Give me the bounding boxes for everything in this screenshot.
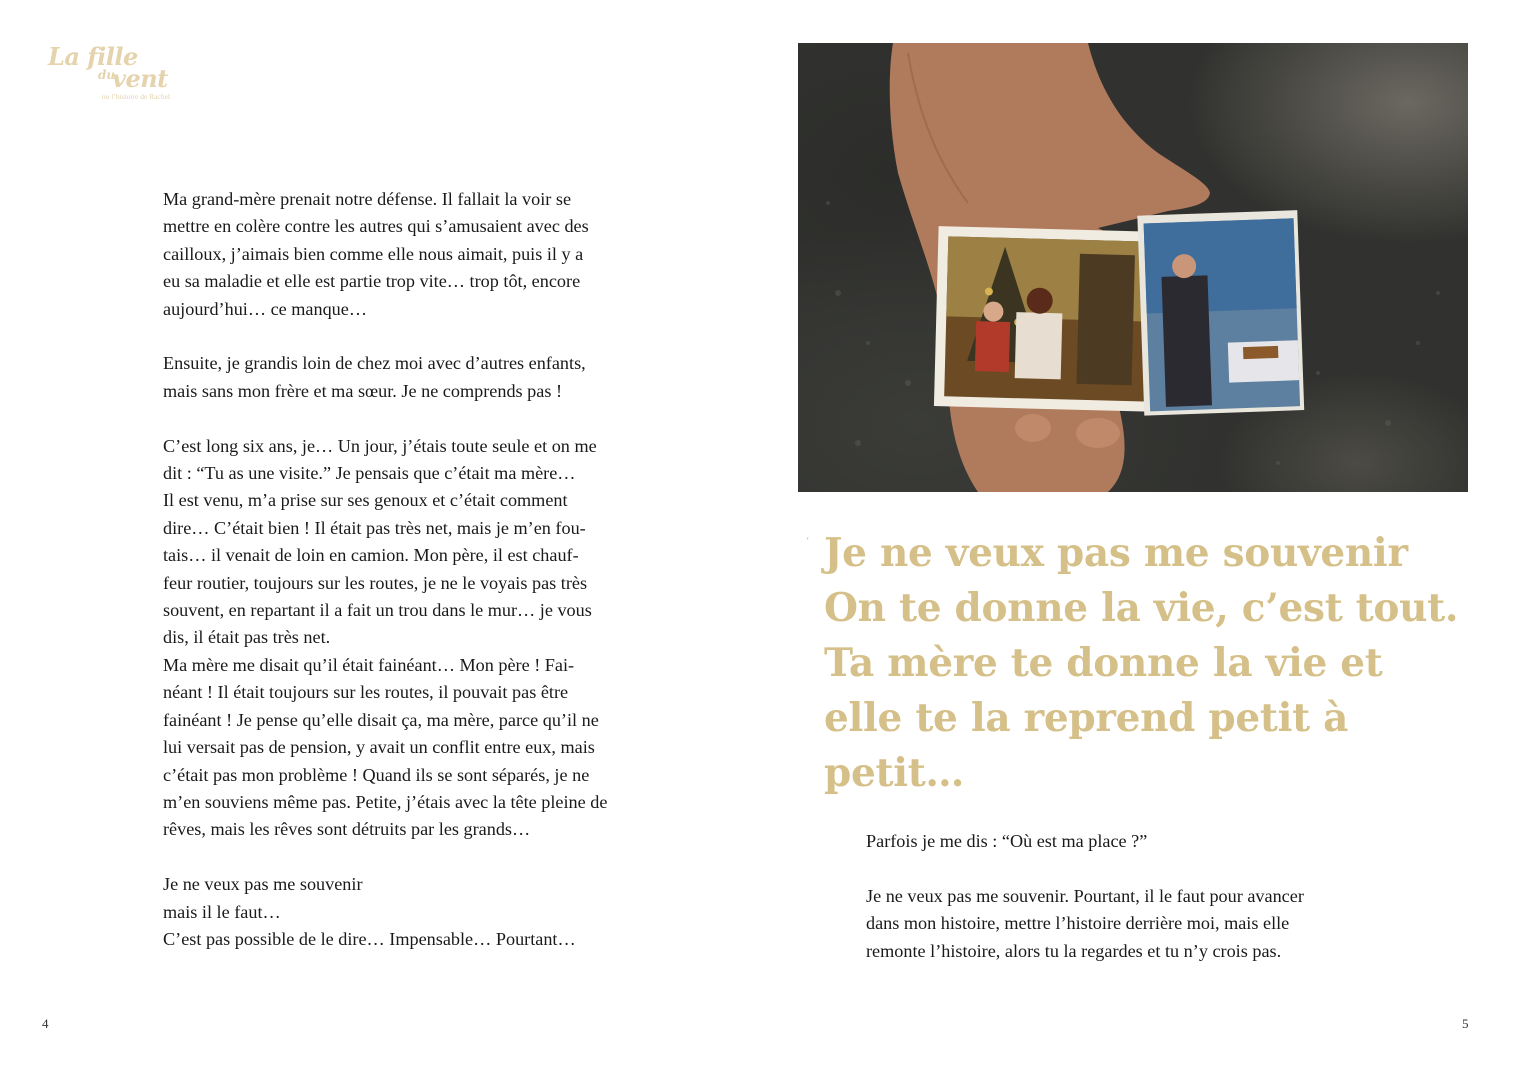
text-line: mais il le faut… — [163, 901, 281, 922]
text-line: C’est long six ans, je… Un jour, j’étais toute seule et on me — [163, 435, 597, 456]
pull-quote-line: On te donne la vie, c’est tout. — [824, 585, 1459, 631]
logo-title-line1: La fille — [48, 42, 138, 71]
text-line: Je ne veux pas me souvenir. Pourtant, il le faut pour avancer — [866, 885, 1304, 906]
logo-title-small: du — [98, 68, 116, 82]
book-logo — [48, 40, 170, 112]
text-line: feur routier, toujours sur les routes, je ne le voyais pas très — [163, 572, 588, 593]
paragraph — [163, 350, 663, 405]
text-line: Il est venu, m’a prise sur ses genoux et c’était comment — [163, 490, 568, 511]
text-line: cailloux, j’aimais bien comme elle nous aimait, puis il y a — [163, 243, 584, 264]
text-line: dis, il était pas très net. — [163, 627, 331, 648]
text-line: Ma grand-mère prenait notre défense. Il fallait la voir se — [163, 189, 572, 209]
paragraph — [163, 433, 663, 844]
text-line: dire… C’était bien ! Il était pas très net, mais je m’en fou- — [163, 517, 586, 538]
photo-illustration — [798, 43, 1468, 492]
paragraph — [866, 883, 1406, 965]
paragraph — [163, 871, 663, 953]
page-number-left: 4 — [42, 1016, 49, 1031]
text-line: néant ! Il était toujours sur les routes, il pouvait pas être — [163, 682, 569, 703]
text-line: souvent, en repartant il a fait un trou dans le mur… je vous — [163, 600, 592, 621]
left-page-body-text — [163, 186, 663, 981]
photo-hand-holding-snapshots — [798, 43, 1468, 492]
pull-quote-line: elle te la reprend petit à — [824, 695, 1349, 741]
text-line: dit : “Tu as une visite.” Je pensais que c’était ma mère… — [163, 463, 576, 484]
page-number-right: 5 — [1462, 1016, 1469, 1031]
text-line: eu sa maladie et elle est partie trop vite… trop tôt, encore — [163, 271, 581, 292]
pull-quote-line: petit… — [824, 750, 965, 796]
logo-tagline: ou l’histoire de Rachel — [101, 92, 170, 101]
text-line: Parfois je me dis : “Où est ma place ?” — [866, 831, 1148, 851]
text-line: Ensuite, je grandis loin de chez moi avec d’autres enfants, — [163, 353, 586, 374]
paragraph — [866, 828, 1406, 855]
text-line: remonte l’histoire, alors tu la regardes et tu n’y crois pas. — [866, 940, 1282, 961]
pull-quote-line: Je ne veux pas me souvenir — [824, 530, 1408, 576]
text-line: Ma mère me disait qu’il était fainéant… Mon père ! Fai- — [163, 654, 575, 675]
text-line: mais sans mon frère et ma sœur. Je ne comprends pas ! — [163, 380, 563, 401]
text-line: rêves, mais les rêves sont détruits par les grands… — [163, 819, 531, 840]
text-line: mettre en colère contre les autres qui s’amusaient avec des — [163, 216, 589, 237]
paragraph — [163, 186, 663, 323]
text-line: fainéant ! Je pense qu’elle disait ça, ma mère, parce qu’il ne — [163, 709, 599, 730]
text-line: c’était pas mon problème ! Quand ils se sont séparés, je ne — [163, 764, 590, 785]
text-line: m’en souviens même pas. Petite, j’étais avec la tête pleine de — [163, 791, 608, 812]
pull-quote — [824, 526, 1484, 801]
text-line: lui versait pas de pension, y avait un conflit entre eux, mais — [163, 737, 595, 758]
text-line: aujourd’hui… ce manque… — [163, 298, 368, 319]
pull-quote-line: Ta mère te donne la vie et — [824, 640, 1383, 686]
text-line: tais… il venait de loin en camion. Mon père, il est chauf- — [163, 545, 579, 566]
text-line: C’est pas possible de le dire… Impensable… Pourtant… — [163, 928, 576, 949]
text-line: Je ne veux pas me souvenir — [163, 874, 363, 895]
quote-mark: ‘ — [806, 536, 810, 547]
right-page-body-text — [866, 828, 1406, 992]
text-line: dans mon histoire, mettre l’histoire derrière moi, mais elle — [866, 913, 1290, 934]
logo-title-line2: vent — [112, 64, 168, 93]
